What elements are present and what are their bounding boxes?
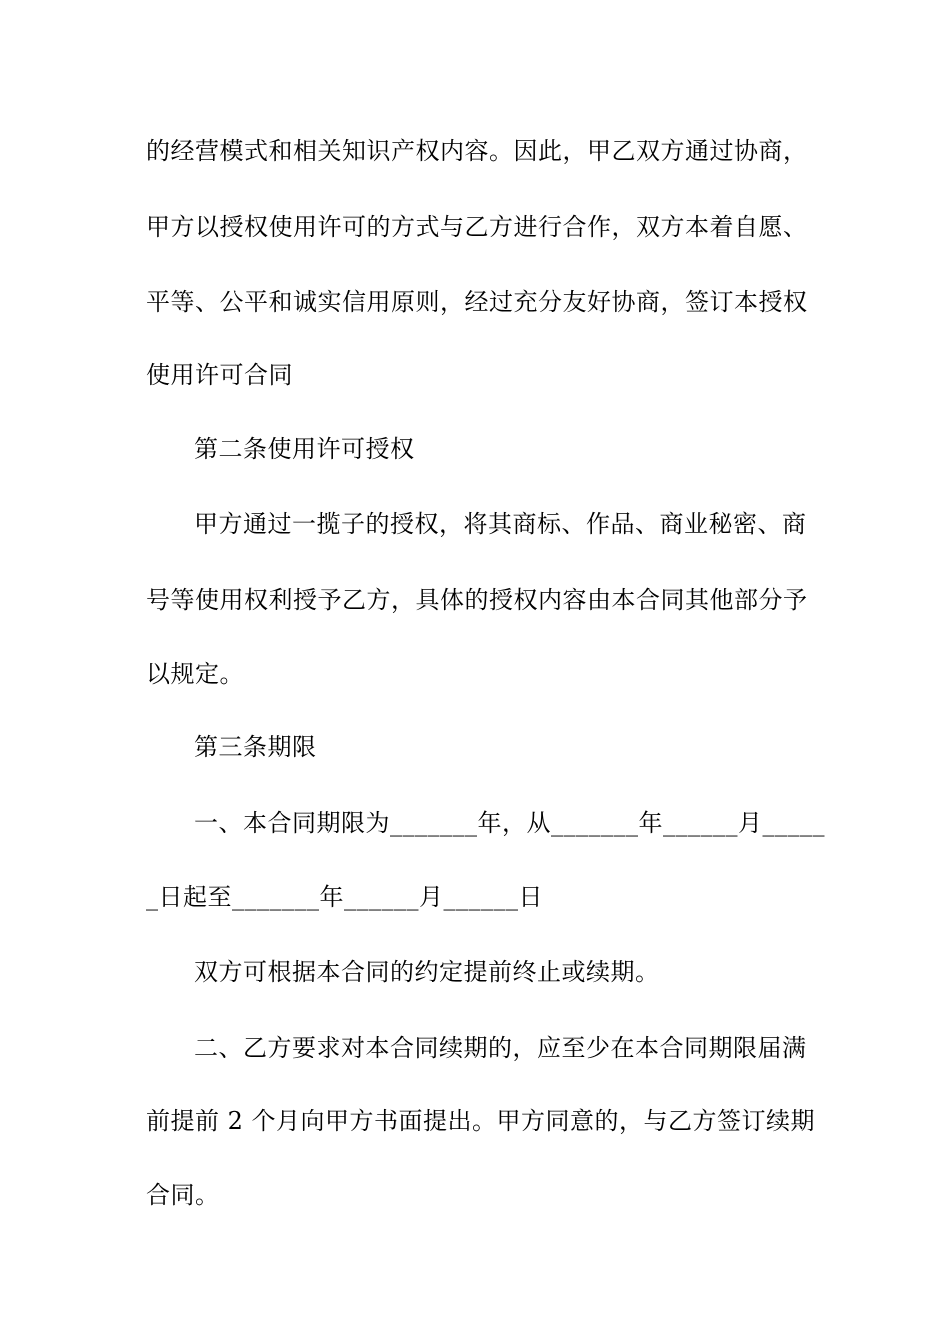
paragraph-2-line-3: 以规定。 <box>146 660 244 688</box>
paragraph-1-line-1: 的经营模式和相关知识产权内容。因此，甲乙双方通过协商， <box>146 137 808 165</box>
clause-1-note: 双方可根据本合同的约定提前终止或续期。 <box>194 958 660 986</box>
article-3-heading: 第三条期限 <box>194 733 317 761</box>
article-2-heading: 第二条使用许可授权 <box>194 435 415 463</box>
paragraph-2-line-2: 号等使用权利授予乙方，具体的授权内容由本合同其他部分予 <box>146 586 808 614</box>
paragraph-1-line-3: 平等、公平和诚实信用原则，经过充分友好协商，签订本授权 <box>146 288 808 316</box>
clause-2-line-3: 合同。 <box>146 1181 220 1209</box>
paragraph-2-line-1: 甲方通过一揽子的授权，将其商标、作品、商业秘密、商 <box>194 510 807 538</box>
clause-1-line-2: _日起至_______年______月______日 <box>146 883 543 911</box>
paragraph-1-line-2: 甲方以授权使用许可的方式与乙方进行合作，双方本着自愿、 <box>146 213 808 241</box>
paragraph-1-line-4: 使用许可合同 <box>146 361 293 389</box>
clause-2-line-2: 前提前 2 个月向甲方书面提出。甲方同意的，与乙方签订续期 <box>146 1107 816 1135</box>
clause-1-line-1: 一、本合同期限为_______年，从_______年______月_____ <box>194 809 825 837</box>
clause-2-line-1: 二、乙方要求对本合同续期的，应至少在本合同期限届满 <box>194 1034 807 1062</box>
